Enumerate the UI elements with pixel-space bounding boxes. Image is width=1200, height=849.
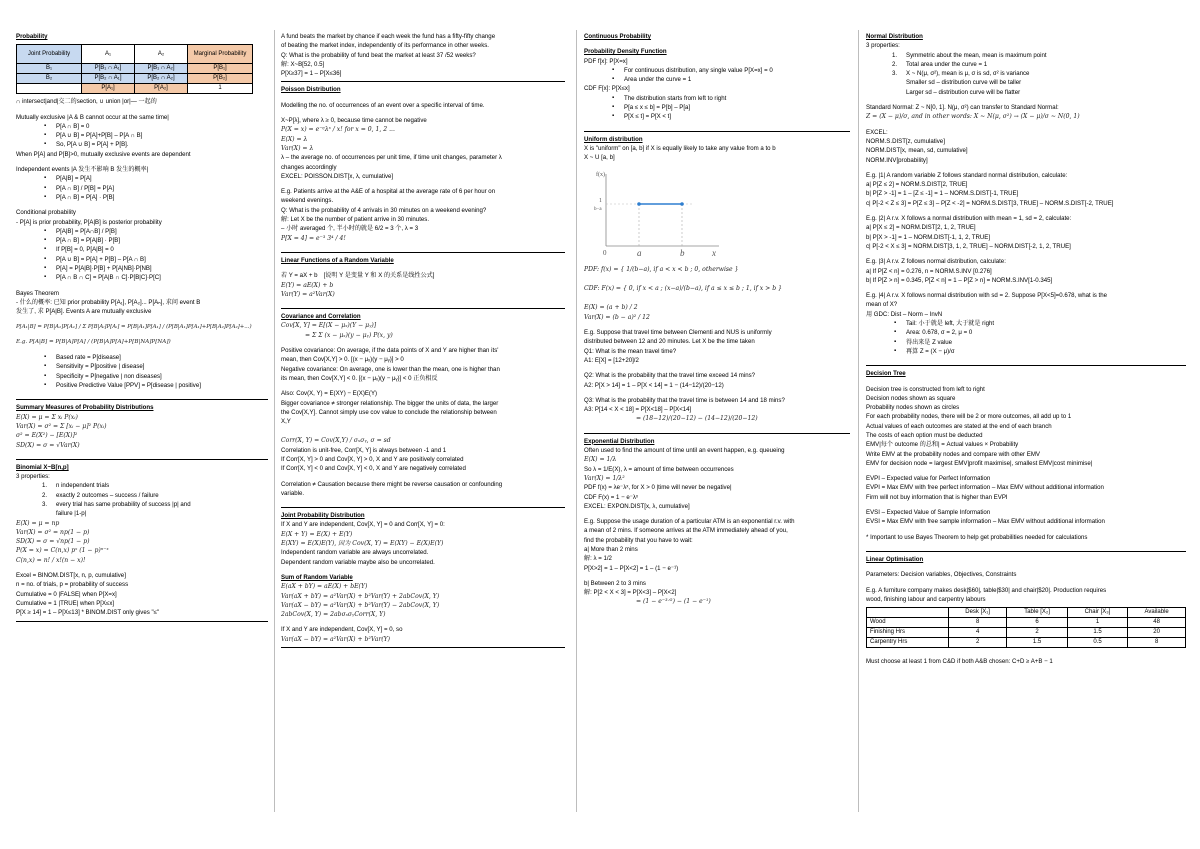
text-line: Also: Cov(X, Y) = E(XY) − E(X)E(Y) bbox=[281, 390, 378, 398]
item-text: Total area under the curve = 1 bbox=[906, 60, 988, 68]
bullet-item: ▪ Sensitivity = P[positive | disease] bbox=[16, 362, 268, 371]
text-line: Excel = BINOM.DIST[x, n, p, cumulative] bbox=[16, 572, 126, 580]
text-line: Write EMV at the probability nodes and compare with other EMV bbox=[866, 450, 1040, 458]
text-line: A3: P[14 < X < 18] = P[X<18] – P[X<14] bbox=[584, 406, 692, 414]
text-line: 3 properties: bbox=[16, 473, 50, 481]
section-title-summary-measures: Summary Measures of Probability Distributions bbox=[16, 404, 154, 412]
text-line: PDF f[x]: P[X=x] bbox=[584, 57, 628, 65]
table-cell: 20 bbox=[1128, 628, 1186, 638]
text-line: Modelling the no. of occurrences of an event over a specific interval of time. bbox=[281, 101, 485, 109]
section-title-poisson: Poisson Distribution bbox=[281, 86, 341, 94]
item-number: 3. bbox=[42, 500, 48, 508]
text-line: mean of X? bbox=[866, 301, 898, 309]
text-line: When P[A] and P[B]>0, mutually exclusive events are dependent bbox=[16, 150, 191, 158]
text-line: P[X≥37] = 1 – P[X≤36] bbox=[281, 70, 342, 78]
bullet-item: ▪ So, P[A ∪ B] = P[A] + P[B]. bbox=[16, 140, 268, 149]
text-line: its mean, then Cov[X,Y] < 0. [(x − μₓ)(y − μᵧ)] < 0 正负相反 bbox=[281, 374, 438, 382]
section-title-linear-optimisation: Linear Optimisation bbox=[866, 555, 924, 563]
bullet-item: ▪ P[A ∩ B] = P[A|B] · P[B] bbox=[16, 236, 268, 245]
table-cell: Finishing Hrs bbox=[867, 628, 949, 638]
density-endpoint bbox=[637, 202, 641, 206]
text-line: weekend evenings. bbox=[281, 197, 334, 205]
formula: E(XY) = E(X)E(Y), 因为 Cov(X, Y) = E(XY) − E(X)E(Y) bbox=[281, 540, 444, 548]
text-line: 发生了, 求 P[A|B]. Events A are mutually exclusive bbox=[16, 308, 152, 316]
section-title-exponential: Exponential Distribution bbox=[584, 437, 655, 445]
density-endpoint bbox=[680, 202, 684, 206]
formula: Var(X) = 1/λ² bbox=[584, 474, 625, 482]
numbered-item-continued: failure |1-p| bbox=[56, 510, 87, 518]
text-line: * Important to use Bayes Theorem to help get probabilities needed for calculations bbox=[866, 533, 1088, 541]
text-line: 解: Let X be the number of patient arrive in 30 minutes. bbox=[281, 216, 430, 224]
text-line: Q1: What is the mean travel time? bbox=[584, 347, 677, 355]
text-line: a| P[X ≤ 2] = NORM.DIST[2, 1, 2, TRUE] bbox=[866, 224, 976, 232]
table-cell: P[A₁] bbox=[82, 84, 135, 94]
section-divider bbox=[16, 399, 268, 400]
bullet-item: ▪ P[a ≤ x ≤ b] = P[b] – P[a] bbox=[584, 103, 850, 112]
text-line: Mutually exclusive |A & B cannot occur at the same time| bbox=[16, 113, 169, 121]
column-continuous bbox=[584, 32, 850, 812]
section-title-uniform: Uniform distribution bbox=[584, 135, 643, 143]
table-cell: 2 bbox=[1007, 628, 1067, 638]
joint-probability-table bbox=[16, 44, 253, 94]
text-line: c| P[-2 < X ≤ 3] = NORM.DIST[3, 1, 2, TRUE] – NORM.DIST[-2, 1, 2, TRUE] bbox=[866, 242, 1071, 250]
text-line: λ – the average no. of occurrences per unit time, if time unit changes, parameter λ bbox=[281, 154, 502, 162]
formula: σ² = E(X²) − [E(X)]² bbox=[16, 432, 78, 440]
text-line: Often used to find the amount of time until an event happen, e.g. queueing bbox=[584, 447, 785, 455]
section-title-sum-random-variable: Sum of Random Variable bbox=[281, 573, 353, 581]
section-divider bbox=[281, 81, 565, 82]
tick-label-bma: b−a bbox=[594, 206, 602, 212]
text-line: Standard Normal: Z ~ N[0, 1]. N(μ, σ²) can transfer to Standard Normal: bbox=[866, 104, 1059, 112]
formula: Var(aX − bY) = a²Var(X) + b²Var(Y) − 2abCov(X, Y) bbox=[281, 601, 440, 609]
formula: Var(X) = σ² = Σ [xᵢ − μ]² P(xᵢ) bbox=[16, 422, 107, 430]
text-line: ∩ intersect|and|交二的section, ∪ union |or|— 一起的 bbox=[16, 98, 157, 106]
bullet-item: ▪ P[A ∩ B ∩ C] = P[A|B ∩ C]·P[B|C]·P[C] bbox=[16, 273, 268, 282]
text-line: The costs of each option must be deducted bbox=[866, 431, 983, 439]
tick-label-one: 1 bbox=[599, 197, 602, 204]
text-line: If Corr[X, Y] > 0 and Cov[X, Y] > 0, X and Y are positively correlated bbox=[281, 455, 464, 463]
table-header-cell bbox=[867, 608, 949, 618]
formula: E(X) = μ = np bbox=[16, 519, 60, 527]
column-divider bbox=[274, 30, 275, 812]
formula: PDF: f(x) = { 1/(b−a), if a < x < b ; 0, otherwise } bbox=[584, 265, 739, 273]
text-line: find the probability that you have to wait: bbox=[584, 536, 693, 544]
formula: E(X) = 1/λ bbox=[584, 456, 617, 464]
item-text: every trial has same probability of success |p| and bbox=[56, 500, 191, 508]
section-title-continuous: Continuous Probability bbox=[584, 33, 652, 40]
section-divider bbox=[16, 459, 268, 460]
section-divider bbox=[584, 433, 850, 434]
text-line: P[X ≥ 14] = 1 – P[X≤13] * BINOM.DIST only gives "≤" bbox=[16, 609, 160, 617]
item-number: 2. bbox=[42, 491, 48, 499]
formula: C(n,x) = n! / x!(n − x)! bbox=[16, 556, 86, 564]
formula: E(X + Y) = E(X) + E(Y) bbox=[281, 530, 353, 538]
formula: Var(Y) = a²Var(X) bbox=[281, 290, 335, 298]
section-title-probability: Probability bbox=[16, 33, 48, 40]
text-line: Positive covariance: On average, if the data points of X and Y are higher than its' bbox=[281, 347, 499, 355]
formula: Var(X) = (b − a)² / 12 bbox=[584, 313, 650, 321]
table-cell: 8 bbox=[948, 618, 1007, 628]
table-cell: 2 bbox=[948, 638, 1007, 648]
formula: Z = (X − μ)/σ, and in other words: X ~ N(μ, σ²) → (X − μ)/σ ~ N(0, 1) bbox=[866, 113, 1080, 121]
text-line: Q3: What is the probability that the travel time is between 14 and 18 mins? bbox=[584, 396, 785, 404]
table-header-cell: A₁ bbox=[82, 45, 135, 64]
table-cell: P[B₁ ∩ A₁] bbox=[82, 64, 135, 74]
bullet-item: ▪ P[A ∩ B] / P[B] = P[A] bbox=[16, 184, 268, 193]
table-cell bbox=[17, 84, 82, 94]
text-line: a mean of 2 mins. If someone arrives at the ATM immediately ahead of you, bbox=[584, 527, 788, 535]
item-text: X ~ N(μ, σ²), mean is μ, σ is sd, σ² is variance bbox=[906, 70, 1030, 78]
section-divider bbox=[281, 647, 565, 648]
text-line: EVSI – Expected Value of Sample Information bbox=[866, 509, 991, 517]
uniform-density-graph bbox=[594, 166, 724, 258]
formula: E(Y) = aE(X) + b bbox=[281, 281, 334, 289]
text-line: a| If P[Z < n] = 0.276, n = NORM.S.INV [0.276] bbox=[866, 267, 992, 275]
numbered-item bbox=[866, 60, 1186, 69]
text-line: If X and Y are independent, Cov[X, Y] = 0, so bbox=[281, 626, 403, 634]
tick-label-zero: 0 bbox=[603, 248, 607, 257]
text-line: P[X>2] = 1 – P[X<2] = 1 – (1 − e⁻¹) bbox=[584, 564, 679, 572]
section-title-decision-tree: Decision Tree bbox=[866, 370, 906, 378]
table-cell: P[B₁ ∩ A₂] bbox=[135, 64, 188, 74]
column-probability bbox=[16, 32, 268, 812]
text-line: - P[A] is prior probability, P[A|B] is posterior probability bbox=[16, 218, 162, 226]
item-number: 3. bbox=[892, 70, 898, 78]
table-cell: 6 bbox=[1007, 618, 1067, 628]
formula: Corr(X, Y) = Cov(X,Y) / σₓσᵧ, σ = sd bbox=[281, 437, 391, 445]
table-row bbox=[867, 618, 1186, 628]
text-line: NORM.DIST[x, mean, sd, cumulative] bbox=[866, 147, 968, 155]
text-line: CDF F[x]: P[X≤x] bbox=[584, 85, 630, 93]
text-line: a| P[Z ≤ 2] = NORM.S.DIST[2, TRUE] bbox=[866, 181, 968, 189]
text-line: E.g. |1| A random variable Z follows standard normal distribution, calculate: bbox=[866, 171, 1068, 179]
text-line: Bayes Theorem bbox=[16, 289, 59, 297]
section-title-covariance: Covariance and Correlation bbox=[281, 313, 361, 321]
table-header-cell: A₂ bbox=[135, 45, 188, 64]
text-line: changes accordingly bbox=[281, 163, 337, 171]
tick-label-a: a bbox=[637, 247, 642, 258]
formula: Var(X) = σ² = np(1 − p) bbox=[16, 528, 90, 536]
text-line: If X and Y are independent, Cov[X, Y] = 0 and Corr[X, Y] = 0: bbox=[281, 521, 445, 529]
text-line: E.g. |4| A r.v. X follows normal distribution with sd = 2. Suppose P[X<5]=0.678, what is the bbox=[866, 292, 1108, 300]
text-line: EMV|每个 outcome 的总和| = Actual values × Probability bbox=[866, 441, 1019, 449]
section-divider bbox=[584, 131, 850, 132]
numbered-item-continued: Larger sd – distribution curve will be flatter bbox=[906, 88, 1021, 96]
text-line: mean, then Cov[X,Y] > 0. [(x − μₓ)(y − μᵧ)] > 0 bbox=[281, 356, 404, 364]
text-line: EVPI – Expected value for Perfect Information bbox=[866, 475, 991, 483]
formula: Var(X) = λ bbox=[281, 144, 314, 152]
table-header-cell: Desk [X₁] bbox=[948, 608, 1007, 618]
bullet-item: ▪ For continuous distribution, any single value P[X=x] = 0 bbox=[584, 66, 850, 75]
formula: Var(aX − bY) = a²Var(X) + b²Var(Y) bbox=[281, 635, 391, 643]
table-cell: 0.5 bbox=[1067, 638, 1128, 648]
item-text: n independent trials bbox=[56, 482, 110, 490]
bullet-item: ▪ The distribution starts from left to right bbox=[584, 94, 850, 103]
text-line: distributed between 12 and 20 minutes. Let X be the time taken bbox=[584, 338, 755, 346]
text-line: For each probability nodes, there will be 2 or more outcomes, all add up to 1 bbox=[866, 413, 1072, 421]
bullet-item: ▪ Based rate = P[disease] bbox=[16, 353, 268, 362]
formula: 2abCov(X, Y) = 2abσₓσᵧCorr(X, Y) bbox=[281, 611, 386, 619]
bullet-item: ▪ P[A ∩ B] = 0 bbox=[16, 122, 268, 131]
text-line: 解: P[2 < X < 3] = P[X<3] – P[X<2] bbox=[584, 589, 677, 597]
section-title-binomial: Binomial X~B[n,p] bbox=[16, 463, 69, 471]
item-number: 1. bbox=[892, 51, 898, 59]
formula: E(X) = μ = Σ xᵢ P(xᵢ) bbox=[16, 413, 78, 421]
table-cell: 4 bbox=[948, 628, 1007, 638]
numbered-item bbox=[866, 51, 1186, 60]
text-line: Actual values of each outcomes are stated at the end of each branch bbox=[866, 422, 1052, 430]
text-line: PDF f(x) = λe⁻λˣ, for X > 0 |time will never be negative| bbox=[584, 484, 732, 492]
axis-label-x: x bbox=[712, 247, 716, 258]
formula: Var(aX + bY) = a²Var(X) + b²Var(Y) + 2abCov(X, Y) bbox=[281, 592, 440, 600]
text-line: Firm will not buy information that is higher than EVPI bbox=[866, 493, 1008, 501]
text-line: b| P[X > -1] = 1 – NORM.DIST[-1, 1, 2, TRUE] bbox=[866, 233, 991, 241]
formula: P(X = x) = C(n,x) pˣ (1 − p)ⁿ⁻ˣ bbox=[16, 547, 109, 555]
item-text: Symmetric about the mean, mean is maximum point bbox=[906, 51, 1047, 59]
text-line: 解: X~B[52, 0.5] bbox=[281, 60, 325, 68]
column-divider bbox=[576, 30, 577, 812]
bullet-item: ▪ Tail: 小于就是 left, 大于就是 right bbox=[866, 319, 1186, 328]
bullet-item: ▪ Positive Predictive Value [PPV] = P[disease | positive] bbox=[16, 381, 268, 390]
text-line: 解: λ = 1/2 bbox=[584, 555, 612, 563]
bullet-item: ▪ P[A ∩ B] = P[A] · P[B] bbox=[16, 193, 268, 202]
bullet-item: ▪ P[A ∪ B] = P[A] + P[B] – P[A ∩ B] bbox=[16, 255, 268, 264]
column-normal-decision bbox=[866, 32, 1186, 812]
text-line: CDF F(x) = 1 − e⁻λˣ bbox=[584, 493, 638, 501]
item-number: 2. bbox=[892, 60, 898, 68]
text-line: Must choose at least 1 from C&D if both A&B chosen: C+D ≥ A+B − 1 bbox=[866, 658, 1053, 666]
numbered-item bbox=[16, 491, 268, 500]
formula: = Σ Σ (x − μₓ)(y − μᵧ) P(x, y) bbox=[305, 331, 393, 339]
table-cell: P[B₂ ∩ A₁] bbox=[82, 74, 135, 84]
text-line: A fund beats the market by chance if each week the fund has a fifty-fifty change bbox=[281, 33, 496, 40]
item-number: 1. bbox=[42, 482, 48, 490]
text-line: of beating the market index, independently of its performance in other weeks. bbox=[281, 42, 489, 50]
formula: P(X = x) = e⁻ᵑλˣ / x! for x = 0, 1, 2 ... bbox=[281, 126, 395, 134]
text-line: X ~ U [a, b] bbox=[584, 154, 615, 162]
text-line: 若 Y = aX + b [说明 Y 是变量 Y 和 X 的关系是线性公式] bbox=[281, 272, 435, 280]
section-divider bbox=[16, 621, 268, 622]
numbered-item bbox=[16, 481, 268, 490]
formula: E.g. P[A|B] = P[B|A]P[A] / (P[B|A]P[A]+P[B|NA]P[NA]) bbox=[16, 338, 171, 345]
text-line: E.g. Patients arrive at the A&E of a hospital at the average rate of 6 per hour on bbox=[281, 188, 496, 196]
text-line: Independent random variable are always uncorrelated. bbox=[281, 549, 429, 557]
section-divider bbox=[866, 365, 1186, 366]
text-line: Q2: What is the probability that the travel time exceed 14 mins? bbox=[584, 372, 756, 380]
text-line: X is "uniform" on [a, b] if X is equally likely to take any value from a to b bbox=[584, 144, 776, 152]
text-line: the Cov[X,Y]. Cannot simply use cov value to conclude the relationship between bbox=[281, 408, 497, 416]
table-header-cell: Joint Probability bbox=[17, 45, 82, 64]
formula: P[X = 4] = e⁻³ 3⁴ / 4! bbox=[281, 234, 346, 242]
table-cell: P[B₁] bbox=[188, 64, 253, 74]
bullet-item: ▪ P[A ∪ B] = P[A]+P[B] – P[A ∩ B] bbox=[16, 131, 268, 140]
text-line: Correlation is unit-free, Corr[X, Y] is always between -1 and 1 bbox=[281, 446, 447, 454]
section-title-linear-functions: Linear Functions of a Random Variable bbox=[281, 256, 394, 264]
text-line: A1: E[X] = [12+20]/2 bbox=[584, 356, 639, 364]
text-line: E.g. |3| A r.v. Z follows normal distribution, calculate: bbox=[866, 258, 1006, 266]
formula: = (1 − e⁻³ᐟ²) − (1 − e⁻¹) bbox=[636, 598, 711, 606]
bullet-item: ▪ 得出来是 Z value bbox=[866, 338, 1186, 347]
column-divider bbox=[858, 30, 859, 812]
table-cell: 1.5 bbox=[1007, 638, 1067, 648]
text-line: E.g. A furniture company makes desk|$60|, table|$30| and chair|$20|. Production requires bbox=[866, 586, 1107, 594]
text-line: Independent events |A 发生不影响 B 发生的概率| bbox=[16, 166, 149, 174]
text-line: EXCEL: POISSON.DIST[x, λ, cumulative] bbox=[281, 172, 394, 180]
section-divider bbox=[866, 551, 1186, 552]
numbered-item-continued: Smaller sd – distribution curve will be taller bbox=[906, 79, 1022, 87]
text-line: Q: What is the probability of 4 arrivals in 30 minutes on a weekend evening? bbox=[281, 206, 487, 214]
table-header-cell: Table [X₂] bbox=[1007, 608, 1067, 618]
table-cell: 1.5 bbox=[1067, 628, 1128, 638]
section-title-joint-distribution: Joint Probability Distribution bbox=[281, 512, 365, 520]
text-line: Cumulative = 0 |FALSE| when P[X=x] bbox=[16, 590, 117, 598]
table-cell: Carpentry Hrs bbox=[867, 638, 949, 648]
table-cell: Wood bbox=[867, 618, 949, 628]
formula: = (18−12)/(20−12) − (14−12)/(20−12) bbox=[636, 415, 758, 423]
table-cell: P[B₂] bbox=[188, 74, 253, 84]
section-divider bbox=[281, 252, 565, 253]
text-line: Q: What is the probability of fund beat the market at least 37 /52 weeks? bbox=[281, 51, 476, 59]
text-line: 3 properties: bbox=[866, 42, 900, 50]
bullet-item: ▪ If P[B] = 0, P[A|B] = 0 bbox=[16, 245, 268, 254]
text-line: Cumulative = 1 |TRUE| when P[X≤x] bbox=[16, 599, 115, 607]
table-row bbox=[867, 638, 1186, 648]
text-line: EXCEL: bbox=[866, 128, 888, 136]
text-line: X~P[λ], where λ ≥ 0, because time cannot be negative bbox=[281, 117, 427, 125]
formula: E(aX + bY) = aE(X) + bE(Y) bbox=[281, 583, 368, 591]
text-line: a| More than 2 mins bbox=[584, 545, 638, 553]
column-distributions bbox=[281, 32, 565, 812]
section-divider bbox=[281, 507, 565, 508]
table-header-cell: Available bbox=[1128, 608, 1186, 618]
section-title-normal: Normal Distribution bbox=[866, 33, 923, 40]
text-line: Decision tree is constructed from left to right bbox=[866, 385, 985, 393]
table-cell: 48 bbox=[1128, 618, 1186, 628]
text-line: EVPI = Max EMV with free perfect information – Max EMV without additional information bbox=[866, 484, 1104, 492]
formula: SD(X) = σ = √Var(X) bbox=[16, 441, 80, 449]
formula: P[A₁|B] = P[B|A₁]P[A₁] / Σ P[B|Aᵢ]P[Aᵢ] = P[B|A₁]P[A₁] / (P[B|A₁]P[A₁]+P[B|A₂]P[A₂]+...) bbox=[16, 323, 252, 330]
table-cell: B₁ bbox=[17, 64, 82, 74]
text-line: EVSI = Max EMV with free sample information – Max EMV without additional information bbox=[866, 518, 1105, 526]
table-header-cell: Chair [X₃] bbox=[1067, 608, 1128, 618]
text-line: 用 GDC: Dist – Norm – InvN bbox=[866, 310, 943, 318]
text-line: b| P[Z > -1] = 1 – [Z ≤ -1] = 1 – NORM.S.DIST[-1, TRUE] bbox=[866, 190, 1019, 198]
bullet-item: ▪ P[A] = P[A|B]·P[B] + P[A|NB]·P[NB] bbox=[16, 264, 268, 273]
text-line: E.g. Suppose that travel time between Clementi and NUS is uniformly bbox=[584, 329, 772, 337]
text-line: Correlation ≠ Causation because there might be reverse causation or confounding bbox=[281, 480, 503, 488]
bullet-item: ▪ P[A|B] = P[A∩B] / P[B] bbox=[16, 227, 268, 236]
text-line: Conditional probability bbox=[16, 209, 76, 217]
text-line: variable. bbox=[281, 489, 305, 497]
bullet-item: ▪ P[A|B] = P[A] bbox=[16, 174, 268, 183]
text-line: wood, finishing labour and carpentry labours bbox=[866, 595, 986, 603]
text-line: EXCEL: EXPON.DIST[x, λ, cumulative] bbox=[584, 502, 690, 510]
formula: SD(X) = σ = √np(1 − p) bbox=[16, 538, 90, 546]
text-line: n = no. of trials, p = probability of success bbox=[16, 581, 129, 589]
text-line: c| P[-2 < Z ≤ 3] = P[Z ≤ 3] – P[Z < -2] = NORM.S.DIST[3, TRUE] – NORM.S.DIST[-2, TRUE] bbox=[866, 199, 1114, 207]
text-line: - 什么的概率: 已知 prior probability P[A₁], P[A₂]... P[Aₙ], 求问 event B bbox=[16, 298, 201, 306]
table-cell: 8 bbox=[1128, 638, 1186, 648]
table-cell: B₂ bbox=[17, 74, 82, 84]
production-table bbox=[866, 607, 1186, 648]
table-row bbox=[867, 628, 1186, 638]
text-line: Decision nodes shown as square bbox=[866, 394, 956, 402]
numbered-item bbox=[866, 69, 1186, 78]
formula: E(X) = λ bbox=[281, 135, 308, 143]
item-text: exactly 2 outcomes – success / failure bbox=[56, 491, 159, 499]
text-line: b| If P[Z > n] = 0.345, P[Z < n] = 1 – P[Z > n] = NORM.S.INV[1-0.345] bbox=[866, 276, 1053, 284]
formula: CDF: F(x) = { 0, if x < a ; (x−a)/(b−a), if a ≤ x ≤ b ; 1, if x > b } bbox=[584, 285, 782, 293]
tick-label-b: b bbox=[680, 247, 685, 258]
text-line: E.g. |2| A r.v. X follows a normal distribution with mean = 1, sd = 2, calculate: bbox=[866, 215, 1072, 223]
bullet-item: ▪ 再算 Z = (X − μ)/σ bbox=[866, 347, 1186, 356]
table-header-cell: Marginal Probability bbox=[188, 45, 253, 64]
table-cell: 1 bbox=[188, 84, 253, 94]
formula: Cov[X, Y] = E[(X − μₓ)(Y − μᵧ)] bbox=[281, 322, 377, 330]
text-line: Probability nodes shown as circles bbox=[866, 404, 960, 412]
bullet-item: ▪ Specificity = P[negative | non diseases] bbox=[16, 372, 268, 381]
numbered-item bbox=[16, 500, 268, 509]
table-cell: P[B₂ ∩ A₂] bbox=[135, 74, 188, 84]
bullet-item: ▪ Area under the curve = 1 bbox=[584, 75, 850, 84]
bullet-item: ▪ Area: 0.678, σ = 2, μ = 0 bbox=[866, 328, 1186, 337]
text-line: A2: P[X > 14] = 1 – P[X < 14] = 1 − (14−12)/(20−12) bbox=[584, 381, 724, 389]
text-line: Bigger covariance ≠ stronger relationship. The bigger the units of data, the larger bbox=[281, 399, 499, 407]
section-divider bbox=[281, 308, 565, 309]
text-line: NORM.S.DIST[z, cumulative] bbox=[866, 137, 945, 145]
text-line: – 小时 averaged 个, 半小时的就是 6/2 = 3 个, λ = 3 bbox=[281, 225, 419, 233]
text-line: b| Between 2 to 3 mins bbox=[584, 579, 646, 587]
table-cell: P[A₂] bbox=[135, 84, 188, 94]
table-cell: 1 bbox=[1067, 618, 1128, 628]
text-line: Parameters: Decision variables, Objectives, Constraints bbox=[866, 571, 1017, 579]
text-line: NORM.INV[probability] bbox=[866, 156, 928, 164]
text-line: EMV for decision node = largest EMV|profit maximise|, smallest EMV|cost minimise| bbox=[866, 459, 1093, 467]
text-line: Dependent random variable maybe also be uncorrelated. bbox=[281, 558, 435, 566]
text-line: So λ = 1/E(X), λ = amount of time between occurrences bbox=[584, 465, 734, 473]
text-line: X,Y bbox=[281, 418, 291, 426]
bullet-item: ▪ P[X ≤ t] = P[X < t] bbox=[584, 112, 850, 121]
text-line: E.g. Suppose the usage duration of a particular ATM is an exponential r.v. with bbox=[584, 518, 795, 526]
formula: E(X) = (a + b) / 2 bbox=[584, 304, 638, 312]
text-line: Negative covariance: On average, one is lower than the mean, one is higher than bbox=[281, 365, 500, 373]
section-title-pdf: Probability Density Function bbox=[584, 48, 667, 56]
text-line: If Corr[X, Y] < 0 and Cov[X, Y] < 0, X and Y are negatively correlated bbox=[281, 465, 466, 473]
axis-label-fx: f(x) bbox=[596, 171, 605, 178]
